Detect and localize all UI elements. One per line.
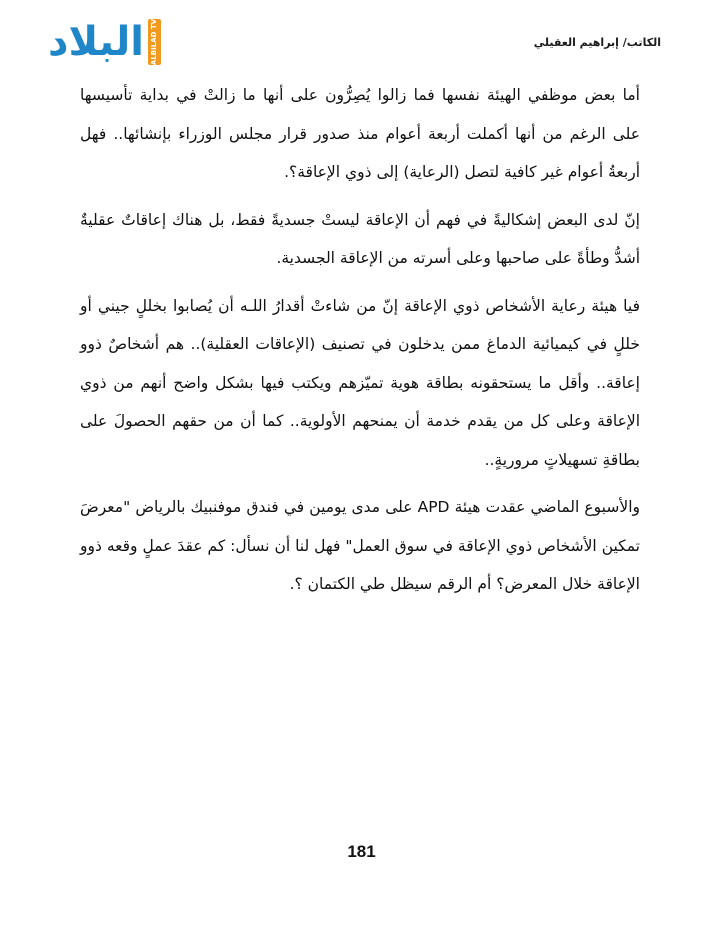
logo-wordmark: البلاد [48,19,144,65]
albilad-logo [48,14,161,70]
logo-tag [148,19,161,65]
paragraph-4: والأسبوع الماضي عقدت هيئة APD على مدى يومين في فندق موفنبيك بالرياض "معرضَ تمكين الأشخاص ذوي الإعاقة في سوق العمل" فهل لنا أن نسأل: كم عقدَ عملٍ وقعه ذوو الإعاقة خلال المعرض؟ أم الرقم سيظل طي الكتمان ؟. [80,498,640,593]
page-number: 181 [347,842,376,861]
paragraph-3: فيا هيئة رعاية الأشخاص ذوي الإعاقة إنّ من شاءتْ أقدارُ اللـه أن يُصابوا بخللٍ جيني أو خللٍ في كيميائية الدماغ ممن يدخلون في تصنيف (الإعاقات العقلية).. هم أشخاصٌ ذوو إعاقة.. وأقل ما يستحقونه بطاقة هوية تميّزهم ويكتب فيها بشكل واضح أنهم من ذوي الإعاقة وعلى كل من يقدم خدمة أن يمنحهم الأولوية.. كما أن من حقهم الحصولَ على بطاقةِ تسهيلاتٍ مروريةٍ.. [80,296,640,469]
author-line: الكاتب/ إبراهيم العقيلي [533,36,661,49]
article-body [80,76,640,613]
paragraph-2: إنّ لدى البعض إشكاليةً في فهم أن الإعاقة ليستْ جسديةً فقط، بل هناك إعاقاتٌ عقليةٌ أشدُّ وطأةً على صاحبها وعلى أسرته من الإعاقة الجسدية. [80,210,640,267]
page-header [40,14,661,74]
logo-tag-text: ALBILAD TV [150,19,159,65]
paragraph-1: أما بعض موظفي الهيئة نفسها فما زالوا يُصِرُّون على أنها ما زالتْ في بداية تأسيسها على الرغم من أنها أكملت أربعة أعوام منذ صدور قرار مجلس الوزراء بإنشائها.. فهل أربعةُ أعوام غير كافية لتصل (الرعاية) إلى ذوي الإعاقة؟. [80,86,640,181]
